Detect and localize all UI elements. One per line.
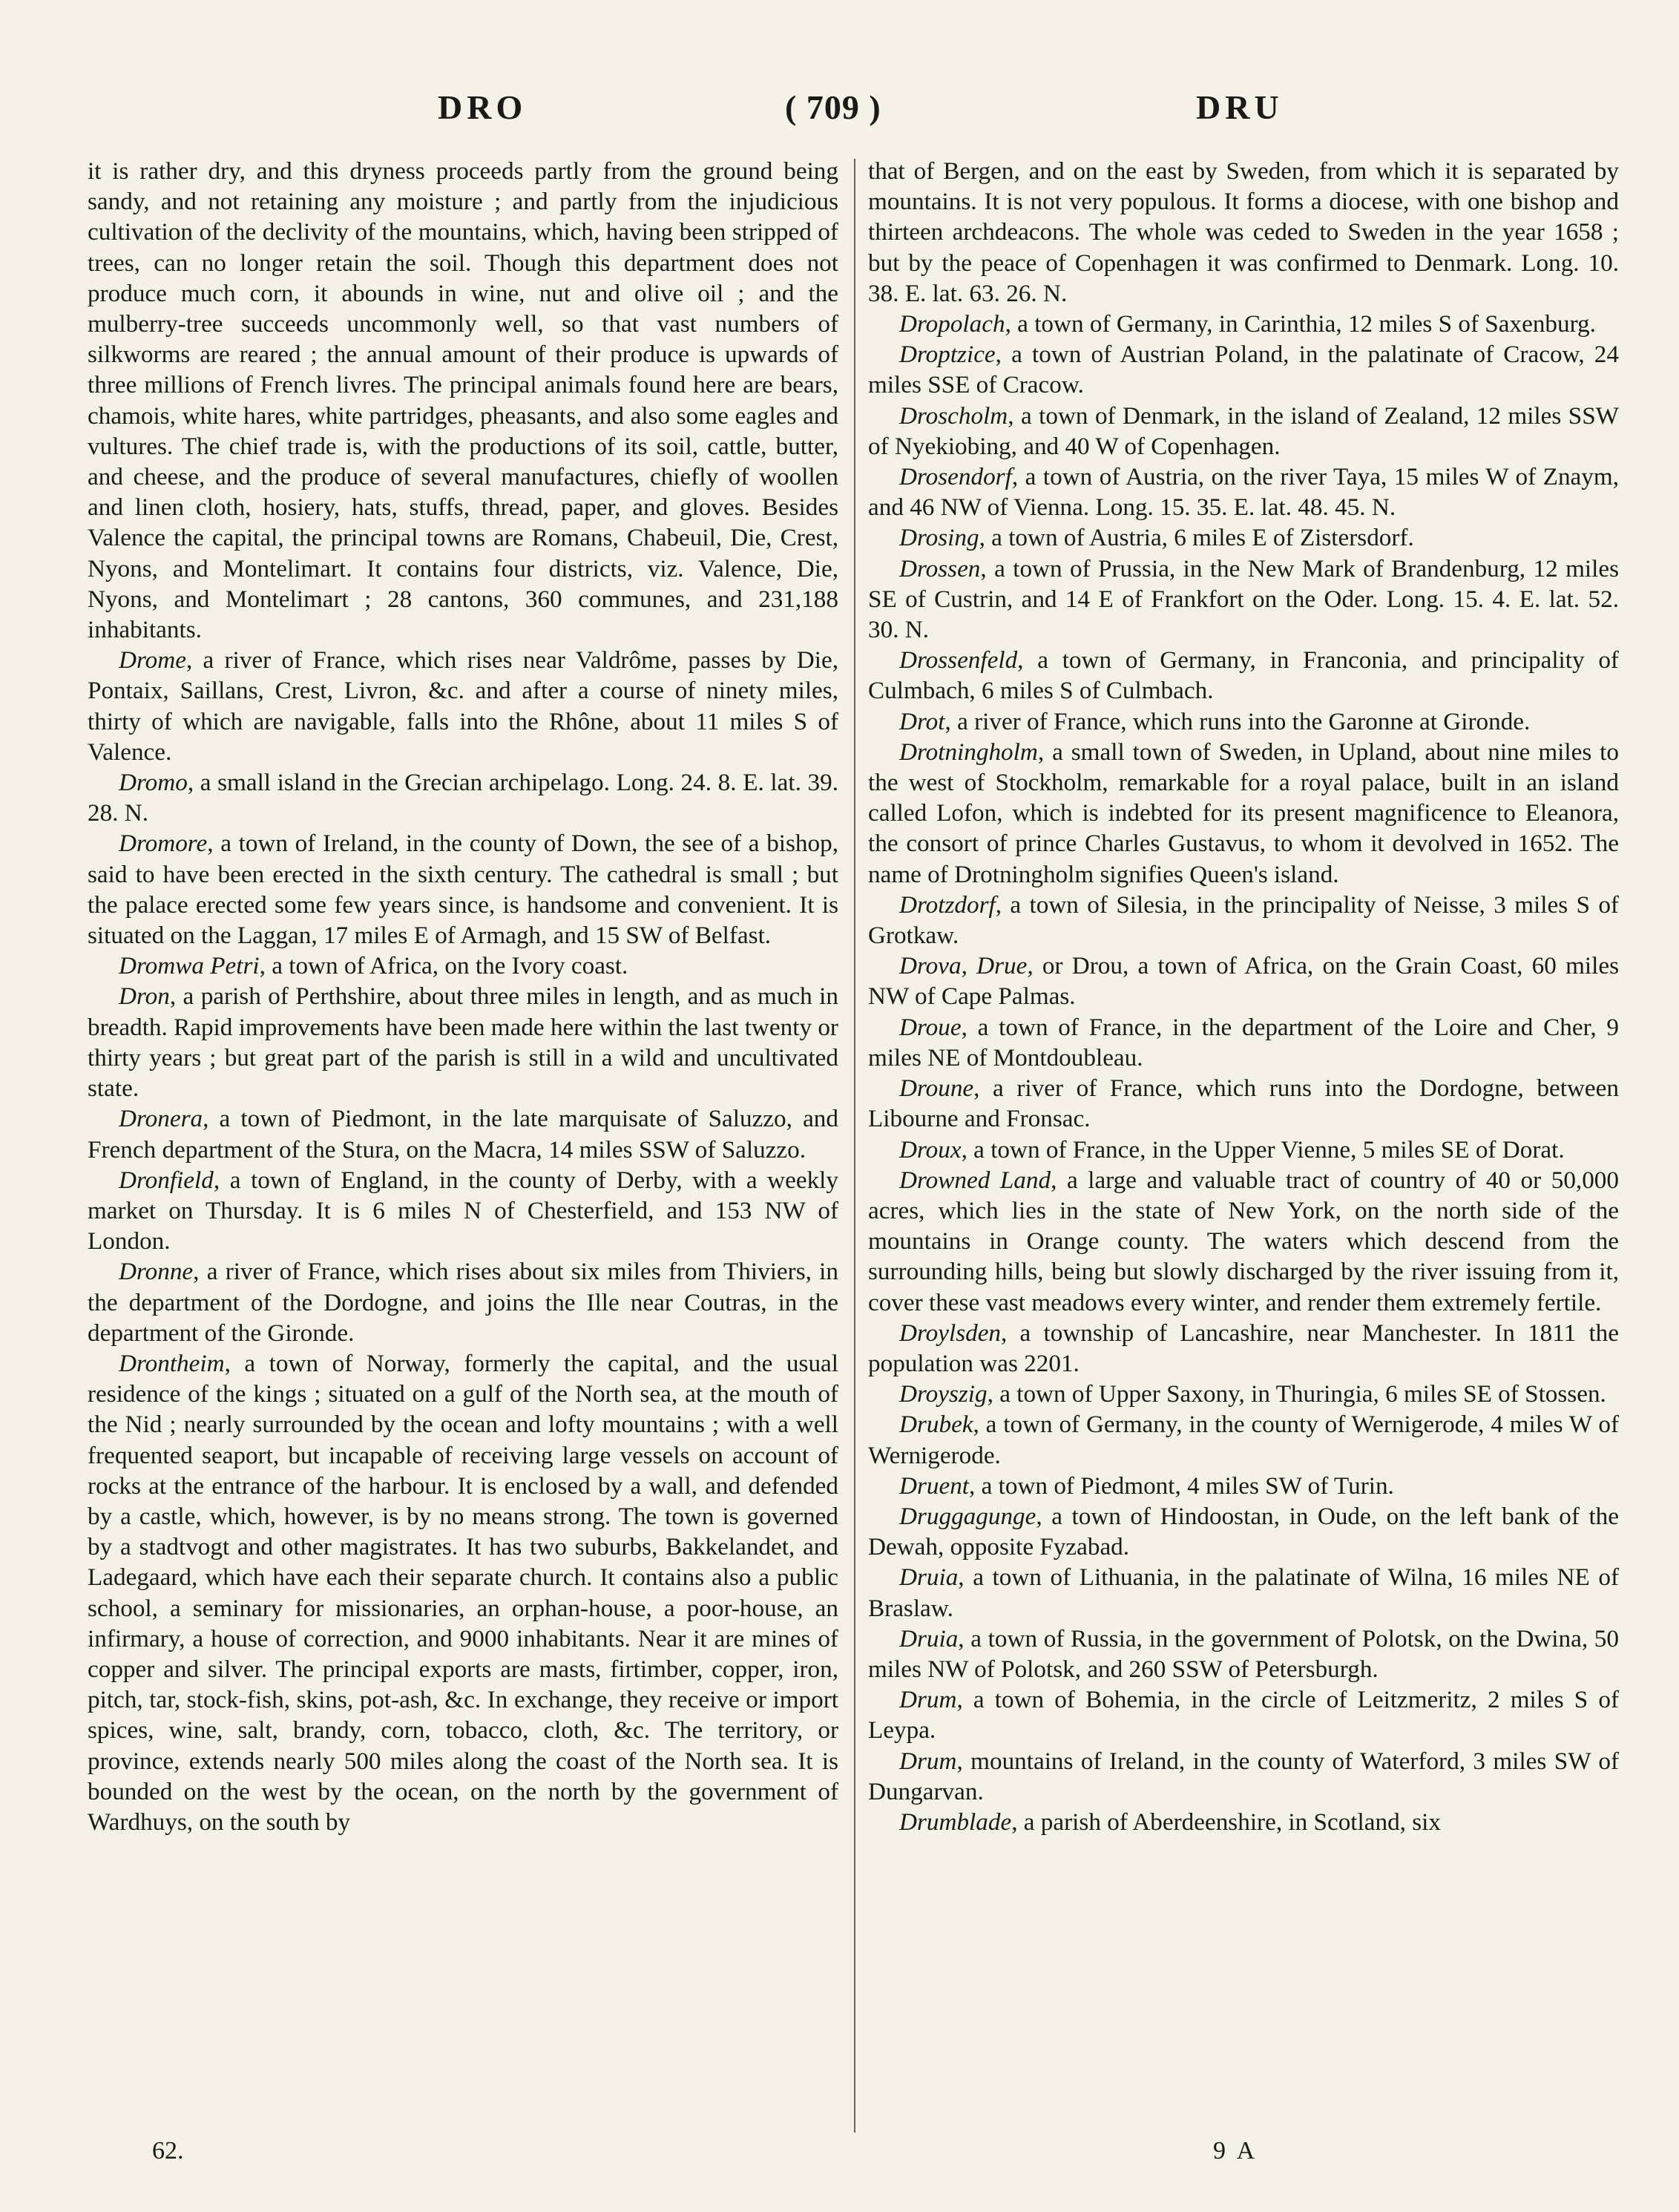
entry-text: , a town of Piedmont, in the late marquisate of Saluzzo, and French department of the Stura, on the Macra, 14 miles SSW of Saluzzo. <box>88 1105 838 1164</box>
entry-term: Dromore <box>119 830 208 858</box>
entry-text: , a river of France, which runs into the Garonne at Gironde. <box>944 707 1531 735</box>
left-column <box>88 156 838 1837</box>
entry-term: Dronera <box>119 1105 203 1133</box>
entry-term: Droue <box>899 1013 962 1041</box>
entry-text: or Drou, a town of Africa, on the Grain Coast, 60 miles NW of Cape Palmas. <box>868 952 1619 1011</box>
gazetteer-entry <box>868 309 1619 339</box>
entry-text: , a small island in the Grecian archipelago. Long. 24. 8. E. lat. 39. 28. N. <box>88 769 838 827</box>
gazetteer-entry <box>868 554 1619 646</box>
entry-term: Druia <box>899 1624 959 1653</box>
gazetteer-entry <box>88 1165 838 1257</box>
gazetteer-entry <box>868 1746 1619 1807</box>
entry-term: Drum <box>899 1747 957 1775</box>
entry-text: , a town of England, in the county of Derby, with a weekly market on Thursday. It is 6 miles N of Chesterfield, and 153 NW of London. <box>88 1166 838 1256</box>
gazetteer-entry <box>868 737 1619 890</box>
catchword: 9 A <box>1213 2137 1258 2165</box>
gazetteer-entry <box>868 645 1619 706</box>
gazetteer-entry <box>88 645 838 767</box>
entry-term: Drova, Drue, <box>899 952 1034 980</box>
entry-text: it is rather dry, and this dryness proceeds partly from the ground being sandy, and not retaining any moisture ; and partly from the injudicious cultivation of the declivity of the mountains, which, having been stripped of trees, can no longer retain the soil. Though this department does not produce much corn, it abounds in wine, nut and olive oil ; and the mulberry-tree succeeds uncommonly well, so that vast numbers of silkworms are reared ; the annual amount of their produce is upwards of three millions of French livres. The principal animals found here are bears, chamois, white hares, white partridges, pheasants, and also some eagles and vultures. The chief trade is, with the productions of its soil, cattle, butter, and cheese, and the produce of several manufactures, chiefly of woollen and linen cloth, hosiery, hats, stuffs, thread, paper, and gloves. Besides Valence the capital, the principal towns are Romans, Chabeuil, Die, Crest, Nyons, and Montelimart. It contains four districts, viz. Valence, Die, Nyons, and Montelimart ; 28 cantons, 360 communes, and 231,188 inhabitants. <box>88 157 838 644</box>
entry-text: , a town of Upper Saxony, in Thuringia, 6 miles SE of Stossen. <box>987 1380 1606 1408</box>
header-right-guide-word: DRU <box>1196 88 1284 126</box>
gazetteer-entry <box>868 522 1619 553</box>
gazetteer-entry <box>868 1684 1619 1745</box>
header-page-number: ( 709 ) <box>785 88 881 126</box>
entry-term: Dromo <box>119 769 188 797</box>
entry-text: , a town of Austria, on the river Taya, 15 miles W of Znaym, and 46 NW of Vienna. Long. 15. 35. E. lat. 48. 45. N. <box>868 463 1619 522</box>
right-column <box>868 156 1619 1837</box>
gazetteer-entry <box>868 1807 1619 1837</box>
gazetteer-entry <box>868 1318 1619 1379</box>
entry-term: Dropolach <box>899 310 1005 338</box>
entry-text: , a town of Hindoostan, in Oude, on the left bank of the Dewah, opposite Fyzabad. <box>868 1502 1619 1561</box>
entry-text: , a town of Prussia, in the New Mark of Brandenburg, 12 miles SE of Custrin, and 14 E of Frankfort on the Oder. Long. 15. 4. E. lat. 52. 30. N. <box>868 554 1619 644</box>
entry-text: , a town of Austria, 6 miles E of Zistersdorf. <box>979 524 1414 552</box>
entry-text: , a river of France, which rises about six miles from Thiviers, in the department of the Dordogne, and joins the Ille near Coutras, in the department of the Gironde. <box>88 1258 838 1347</box>
page-header <box>0 88 1679 140</box>
entry-term: Drontheim <box>119 1349 225 1377</box>
gazetteer-entry <box>88 1103 838 1164</box>
entry-term: Droyszig <box>899 1380 988 1408</box>
entry-term: Droux <box>899 1135 962 1164</box>
entry-term: Drum <box>899 1686 957 1714</box>
entry-text: , a river of France, which runs into the Dordogne, between Libourne and Fronsac. <box>868 1074 1619 1133</box>
entry-term: Druia <box>899 1563 959 1592</box>
entry-text: , a town of France, in the Upper Vienne, 5 miles SE of Dorat. <box>961 1135 1565 1164</box>
gazetteer-entry <box>868 1073 1619 1134</box>
entry-term: Drossen <box>899 554 981 582</box>
entry-term: Drumblade <box>899 1808 1012 1836</box>
entry-term: Drotningholm <box>899 738 1038 766</box>
entry-text: , a town of Ireland, in the county of Down, the see of a bishop, said to have been erected in the sixth century. The cathedral is small ; but the palace erected some few years since, is handsome and convenient. It is situated on the Laggan, 17 miles E of Armagh, and 15 SW of Belfast. <box>88 830 838 950</box>
entry-term: Drossenfeld <box>899 646 1018 675</box>
gazetteer-entry <box>868 339 1619 400</box>
gazetteer-entry <box>868 890 1619 951</box>
signature-mark: 62. <box>152 2137 184 2165</box>
gazetteer-entry <box>868 401 1619 462</box>
gazetteer-entry <box>868 1012 1619 1073</box>
entry-term: Droylsden <box>899 1319 1002 1347</box>
entry-term: Druggagunge <box>899 1502 1036 1530</box>
entry-text: , a township of Lancashire, near Manchester. In 1811 the population was 2201. <box>868 1319 1619 1377</box>
entry-term: Drosendorf <box>899 463 1012 491</box>
entry-text: , a town of Germany, in Carinthia, 12 miles S of Saxenburg. <box>1005 310 1596 338</box>
gazetteer-entry <box>868 1165 1619 1318</box>
gazetteer-entry <box>88 156 838 645</box>
entry-text: , a town of Bohemia, in the circle of Leitzmeritz, 2 miles S of Leypa. <box>868 1686 1619 1745</box>
gazetteer-entry <box>868 1624 1619 1684</box>
entry-text: , a town of Norway, formerly the capital, and the usual residence of the kings ; situated on a gulf of the North sea, at the mouth of the Nid ; nearly surrounded by the ocean and lofty mountains ; with a well frequented seaport, but incapable of receiving large vessels on account of rocks at the entrance of the harbour. It is enclosed by a wall, and defended by a castle, which, however, is by no means strong. The town is governed by a stadtvogt and other magistrates. It has two suburbs, Bakkelandet, and Ladegaard, which have each their separate church. It contains also a public school, a seminary for missionaries, an orphan-house, a poor-house, an infirmary, a house of correction, and 9000 inhabitants. Near it are mines of copper and silver. The principal exports are masts, firtimber, copper, iron, pitch, tar, stock-fish, skins, pot-ash, &c. In exchange, they receive or import spices, wine, salt, brandy, corn, tobacco, cloth, &c. The territory, or province, extends nearly 500 miles along the coast of the North sea. It is bounded on the west by the ocean, on the north by the government of Wardhuys, on the south by <box>88 1349 838 1836</box>
gazetteer-entry <box>868 1379 1619 1409</box>
gazetteer-entry <box>88 951 838 981</box>
entry-text: , a parish of Aberdeenshire, in Scotland, six <box>1011 1808 1441 1836</box>
gazetteer-entry <box>868 1501 1619 1562</box>
entry-text: , a small town of Sweden, in Upland, about nine miles to the west of Stockholm, remarkable for a royal palace, built in an island called Lofon, which is indebted for its present magnificence to Eleanora, the consort of prince Charles Gustavus, to whom it devolved in 1652. The name of Drotningholm signifies Queen's island. <box>868 738 1619 888</box>
entry-text: , a town of Africa, on the Ivory coast. <box>259 952 628 980</box>
gazetteer-entry <box>868 706 1619 737</box>
entry-term: Droptzice <box>899 341 996 369</box>
header-left-guide-word: DRO <box>438 88 528 126</box>
entry-text: , a town of Silesia, in the principality of Neisse, 3 miles S of Grotkaw. <box>868 890 1619 950</box>
gazetteer-entry <box>88 828 838 951</box>
gazetteer-entry <box>868 951 1619 1011</box>
entry-text: , a town of Austrian Poland, in the palatinate of Cracow, 24 miles SSE of Cracow. <box>868 341 1619 399</box>
entry-text: , a river of France, which rises near Valdrôme, passes by Die, Pontaix, Saillans, Crest, Livron, &c. and after a course of ninety miles, thirty of which are navigable, falls into the Rhône, about 11 miles S of Valence. <box>88 646 838 766</box>
entry-text: , a town of Piedmont, 4 miles SW of Turin. <box>969 1471 1394 1500</box>
gazetteer-entry <box>88 981 838 1103</box>
entry-term: Drubek <box>899 1411 973 1439</box>
entry-term: Dromwa Petri <box>119 952 260 980</box>
entry-term: Dron <box>119 982 170 1011</box>
entry-text: , a town of Germany, in Franconia, and principality of Culmbach, 6 miles S of Culmbach. <box>868 646 1619 705</box>
column-divider <box>854 159 855 2133</box>
gazetteer-entry <box>868 156 1619 309</box>
gazetteer-entry <box>868 1135 1619 1165</box>
gazetteer-entry <box>88 767 838 828</box>
entry-term: Drome <box>119 646 186 675</box>
entry-term: Druent <box>899 1471 970 1500</box>
entry-text: , a town of Denmark, in the island of Zealand, 12 miles SSW of Nyekiobing, and 40 W of Copenhagen. <box>868 401 1619 460</box>
entry-text: , a town of Lithuania, in the palatinate of Wilna, 16 miles NE of Braslaw. <box>868 1563 1619 1622</box>
entry-text: , a parish of Perthshire, about three miles in length, and as much in breadth. Rapid improvements have been made here within the last twenty or thirty years ; but great part of the parish is still in a wild and uncultivated state. <box>88 982 838 1103</box>
entry-text: , a town of Germany, in the county of Wernigerode, 4 miles W of Wernigerode. <box>868 1411 1619 1469</box>
entry-term: Droscholm <box>899 401 1008 430</box>
entry-text: , a large and valuable tract of country of 40 or 50,000 acres, which lies in the state of New York, on the north side of the mountains in Orange county. The waters which descend from the surrounding hills, being but slowly discharged by the river issuing from it, cover these vast meadows every winter, and render them extremely fertile. <box>868 1166 1619 1316</box>
entry-term: Drot <box>899 707 945 735</box>
entry-text: , mountains of Ireland, in the county of Waterford, 3 miles SW of Dungarvan. <box>868 1747 1619 1805</box>
entry-term: Dronne <box>119 1258 194 1286</box>
entry-term: Dronfield <box>119 1166 214 1194</box>
gazetteer-entry <box>868 1562 1619 1623</box>
entry-term: Drowned Land <box>899 1166 1051 1194</box>
gazetteer-entry <box>868 1409 1619 1470</box>
entry-text: , a town of Russia, in the government of Polotsk, on the Dwina, 50 miles NW of Polotsk, and 260 SSW of Petersburgh. <box>868 1624 1619 1683</box>
gazetteer-entry <box>88 1348 838 1837</box>
entry-term: Drotzdorf <box>899 890 996 919</box>
entry-text: , a town of France, in the department of the Loire and Cher, 9 miles NE of Montdoubleau. <box>868 1013 1619 1071</box>
gazetteer-entry <box>88 1256 838 1348</box>
gazetteer-entry <box>868 1471 1619 1501</box>
entry-term: Drosing <box>899 524 979 552</box>
entry-text: that of Bergen, and on the east by Sweden, from which it is separated by mountains. It is not very populous. It forms a diocese, with one bishop and thirteen archdeacons. The whole was ceded to Sweden in the year 1658 ; but by the peace of Copenhagen it was confirmed to Denmark. Long. 10. 38. E. lat. 63. 26. N. <box>868 157 1619 307</box>
entry-term: Droune <box>899 1074 974 1103</box>
gazetteer-entry <box>868 462 1619 522</box>
